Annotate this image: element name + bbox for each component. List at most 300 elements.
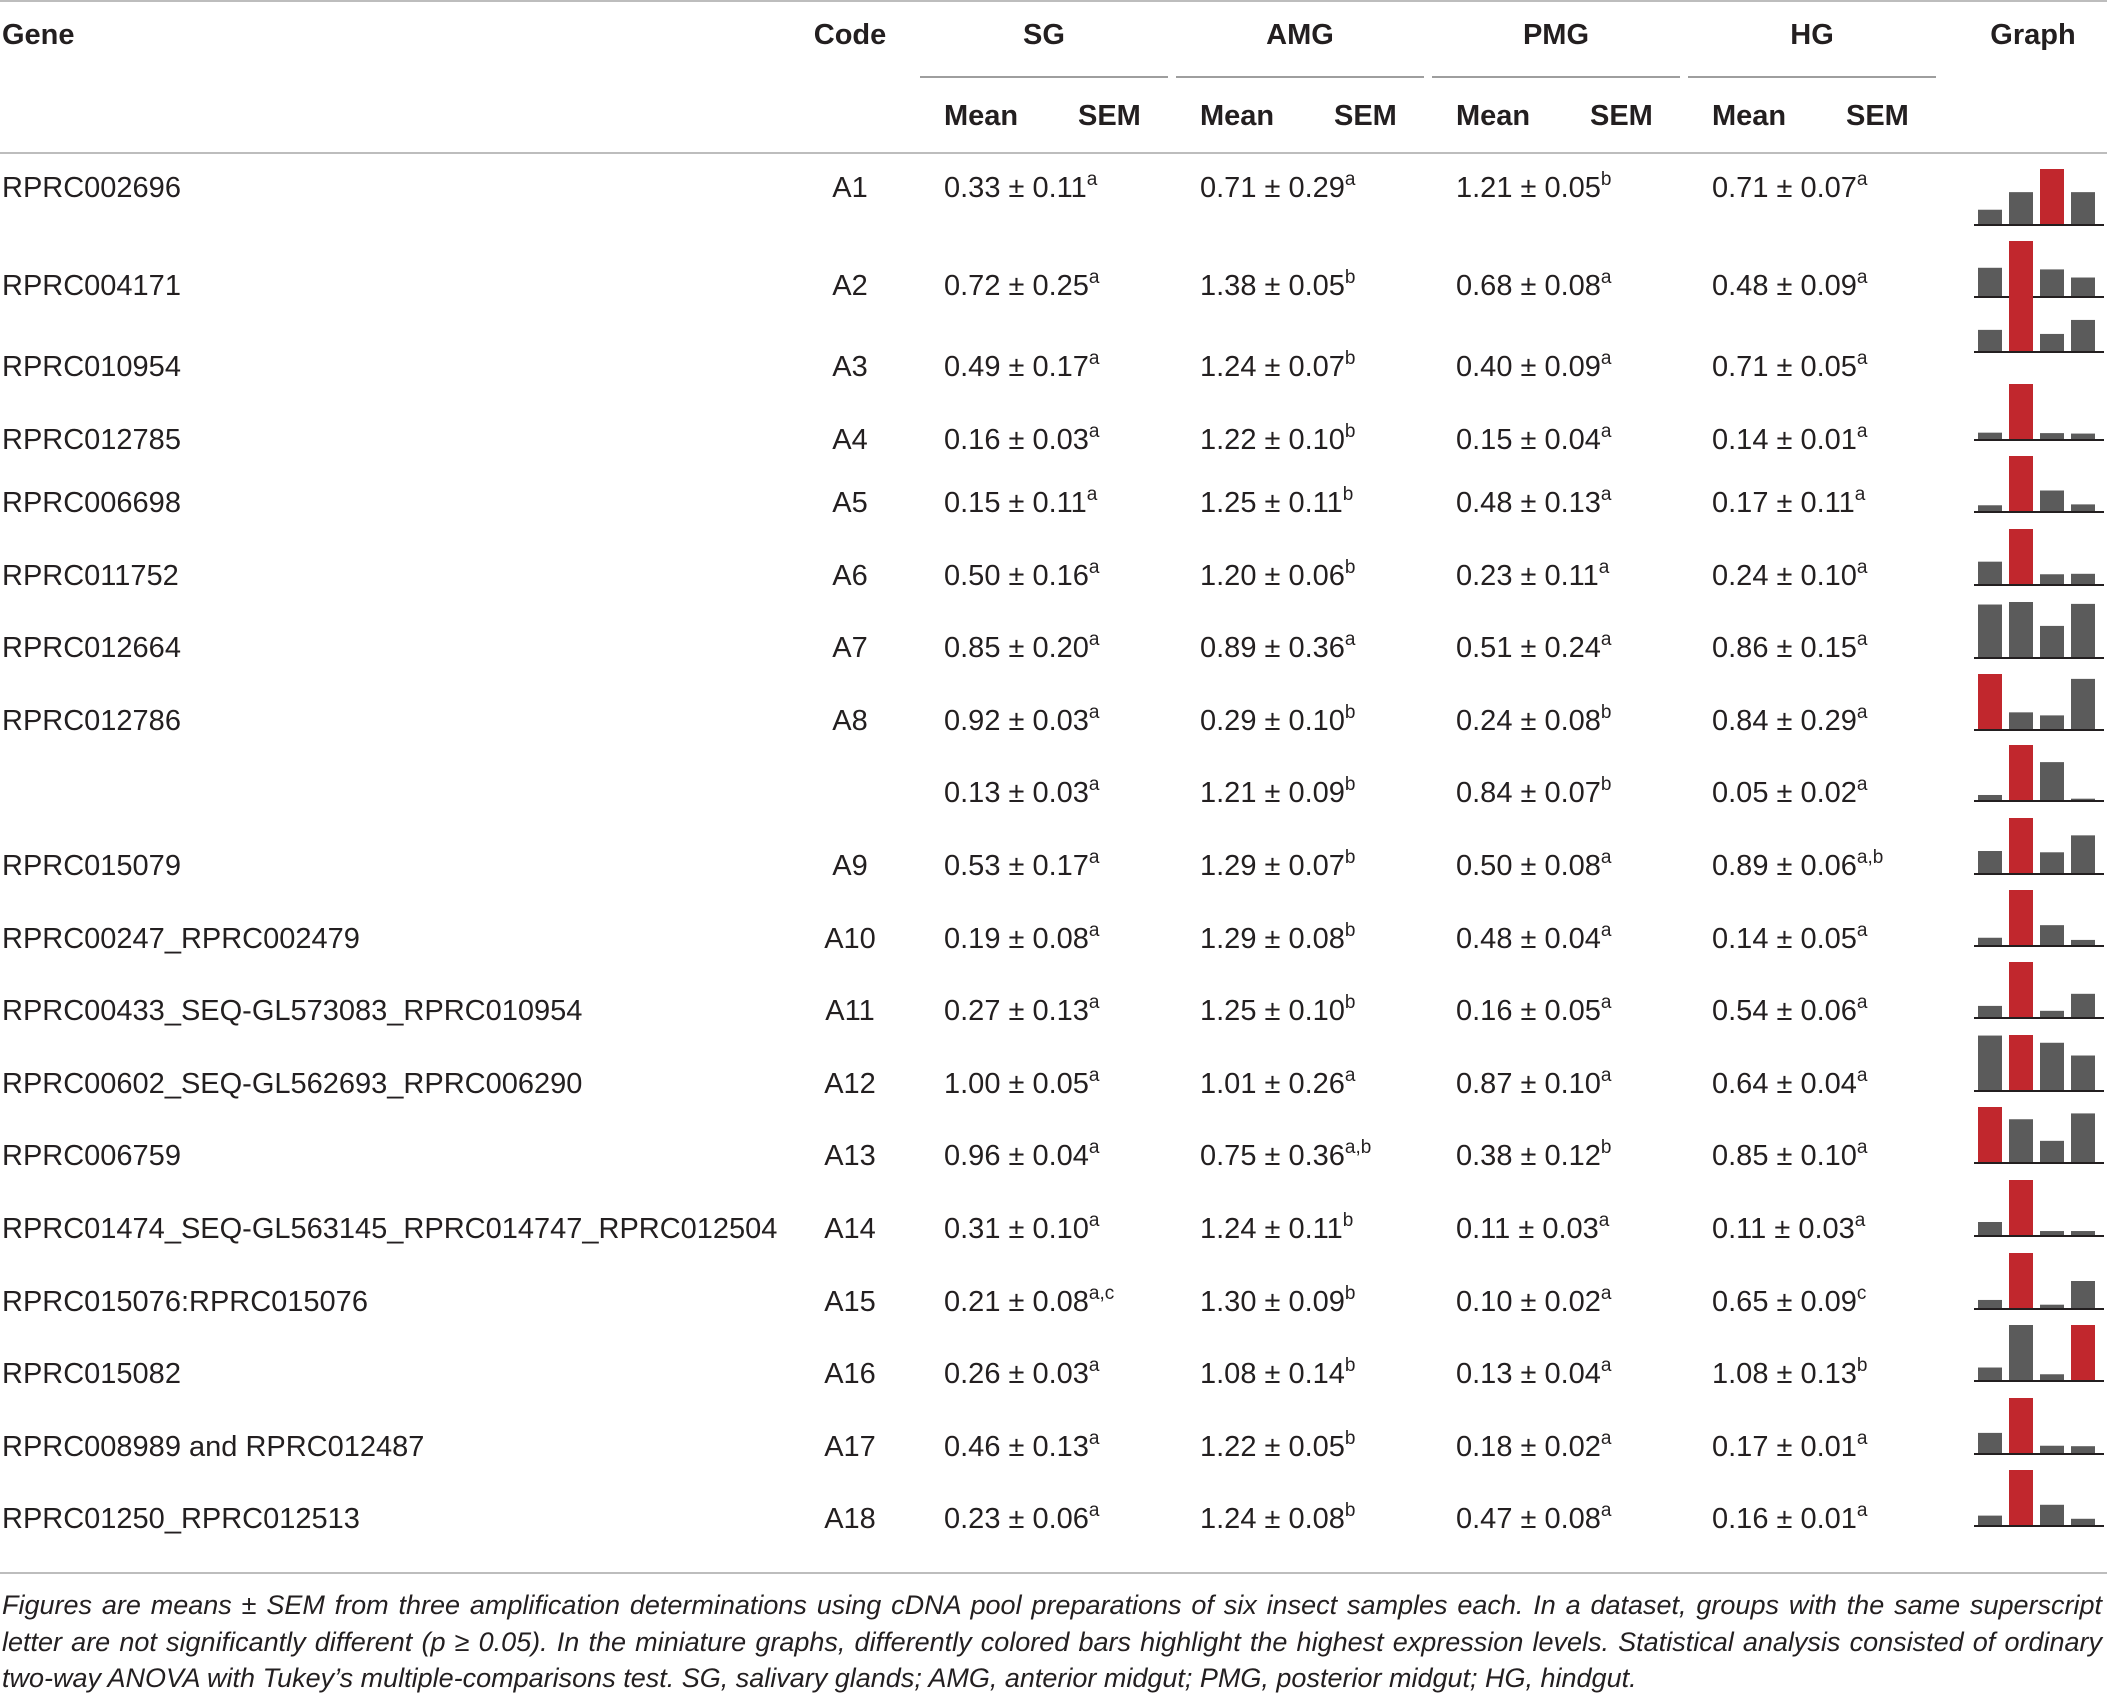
significance-letter: b — [1344, 557, 1356, 578]
significance-letter: b — [1600, 774, 1612, 795]
sg-value-cell — [944, 1427, 1100, 1467]
graph-bar-sg — [1978, 210, 2002, 225]
amg-value-cell — [1200, 919, 1356, 959]
table-row — [0, 168, 2107, 208]
mean-sem-value: 1.30 ± 0.09 — [1200, 1286, 1345, 1318]
hg-value-cell — [1712, 919, 1868, 959]
mini-bar-graph-svg — [1974, 523, 2104, 587]
header-graph: Graph — [1990, 19, 2076, 51]
table-row — [0, 266, 2107, 306]
significance-letter: b — [1344, 1355, 1356, 1376]
graph-bar-amg — [2009, 818, 2033, 874]
graph-bar-amg — [2009, 1180, 2033, 1236]
significance-letter: a — [1088, 348, 1100, 369]
graph-bar-amg — [2009, 1398, 2033, 1454]
significance-letter: b — [1344, 847, 1356, 868]
pmg-value-cell — [1456, 483, 1612, 523]
mean-sem-value: 0.48 ± 0.04 — [1456, 923, 1601, 955]
graph-bar-sg — [1978, 1036, 2002, 1091]
gene-cell: RPRC015076:RPRC015076 — [2, 1286, 368, 1318]
significance-letter: a — [1600, 847, 1612, 868]
sg-value-cell — [944, 556, 1100, 596]
mean-sem-value: 0.85 ± 0.10 — [1712, 1140, 1857, 1172]
graph-bar-pmg — [2040, 574, 2064, 585]
graph-bar-pmg — [2040, 490, 2064, 512]
amg-value-cell — [1200, 556, 1356, 596]
hg-value-cell — [1712, 1354, 1868, 1394]
table-row — [0, 1209, 2107, 1249]
mean-sem-value: 1.22 ± 0.10 — [1200, 424, 1345, 456]
mini-bar-graph-svg — [1974, 1101, 2104, 1165]
graph-bar-pmg — [2040, 1446, 2064, 1454]
pmg-value-cell — [1456, 556, 1609, 596]
graph-bar-amg — [2009, 745, 2033, 801]
significance-letter: a — [1856, 774, 1868, 795]
significance-letter: a — [1856, 1428, 1868, 1449]
significance-letter: a — [1600, 421, 1612, 442]
graph-bar-hg — [2071, 994, 2095, 1018]
pmg-value-cell — [1456, 1354, 1612, 1394]
table-row — [0, 1354, 2107, 1394]
mini-bar-graph — [1974, 378, 2104, 442]
pmg-value-cell — [1456, 420, 1612, 460]
graph-bar-amg — [2009, 1035, 2033, 1091]
gene-cell: RPRC015079 — [2, 850, 181, 882]
mean-sem-value: 0.16 ± 0.01 — [1712, 1503, 1857, 1535]
significance-letter: a — [1088, 847, 1100, 868]
mini-bar-graph-svg — [1974, 290, 2104, 354]
graph-bar-pmg — [2040, 1141, 2064, 1163]
sg-value-cell — [944, 1354, 1100, 1394]
hg-value-cell — [1712, 1064, 1868, 1104]
header-sg-mean: Mean — [944, 100, 1019, 132]
graph-bar-pmg — [2040, 925, 2064, 946]
mean-sem-value: 0.19 ± 0.08 — [944, 923, 1089, 955]
mean-sem-value: 0.18 ± 0.02 — [1456, 1431, 1601, 1463]
mini-bar-graph-svg — [1974, 163, 2104, 227]
graph-bar-pmg — [2040, 626, 2064, 658]
table-row — [0, 1064, 2107, 1104]
significance-letter: a — [1600, 920, 1612, 941]
header-pmg-mean: Mean — [1456, 100, 1531, 132]
graph-bar-sg — [1978, 562, 2002, 585]
mean-sem-value: 1.25 ± 0.10 — [1200, 995, 1345, 1027]
mean-sem-value: 1.08 ± 0.13 — [1712, 1358, 1857, 1390]
mean-sem-value: 0.15 ± 0.04 — [1456, 424, 1601, 456]
header-group-pmg: PMG — [1522, 19, 1590, 51]
pmg-value-cell — [1456, 773, 1612, 813]
significance-letter: a — [1856, 1137, 1868, 1158]
graph-bar-sg — [1978, 330, 2002, 352]
significance-letter: a — [1088, 920, 1100, 941]
amg-value-cell — [1200, 1499, 1356, 1539]
code-cell: A4 — [832, 424, 868, 456]
graph-bar-sg — [1978, 1516, 2002, 1526]
mini-bar-graph-svg — [1974, 1319, 2104, 1383]
significance-letter: b — [1600, 702, 1612, 723]
mean-sem-value: 0.11 ± 0.03 — [1456, 1213, 1599, 1245]
significance-letter: a — [1856, 992, 1868, 1013]
mini-bar-graph-svg — [1974, 378, 2104, 442]
significance-letter: b — [1342, 484, 1354, 505]
mean-sem-value: 0.47 ± 0.08 — [1456, 1503, 1601, 1535]
significance-letter: a — [1088, 774, 1100, 795]
graph-bar-pmg — [2040, 852, 2064, 874]
mini-bar-graph — [1974, 956, 2104, 1020]
gene-cell: RPRC00247_RPRC002479 — [2, 923, 360, 955]
significance-letter: a — [1598, 557, 1610, 578]
amg-value-cell — [1200, 701, 1356, 741]
hg-value-cell — [1712, 1209, 1865, 1249]
mean-sem-value: 0.46 ± 0.13 — [944, 1431, 1089, 1463]
sg-value-cell — [944, 483, 1097, 523]
graph-bar-amg — [2009, 296, 2033, 352]
graph-bar-amg — [2009, 241, 2033, 297]
mean-sem-value: 0.48 ± 0.09 — [1712, 270, 1857, 302]
mean-sem-value: 1.22 ± 0.05 — [1200, 1431, 1345, 1463]
pmg-value-cell — [1456, 1136, 1612, 1176]
mini-bar-graph-svg — [1974, 1029, 2104, 1093]
hg-value-cell — [1712, 266, 1868, 306]
mean-sem-value: 1.20 ± 0.06 — [1200, 560, 1345, 592]
mean-sem-value: 0.17 ± 0.01 — [1712, 1431, 1857, 1463]
significance-letter: a — [1856, 348, 1868, 369]
significance-letter: a — [1600, 1428, 1612, 1449]
code-cell: A18 — [824, 1503, 876, 1535]
header-bottom-rule — [0, 152, 2107, 154]
mean-sem-value: 0.64 ± 0.04 — [1712, 1068, 1857, 1100]
pmg-value-cell — [1456, 1209, 1609, 1249]
graph-bar-hg — [2071, 679, 2095, 730]
header-gene: Gene — [2, 19, 75, 51]
code-cell: A5 — [832, 487, 868, 519]
table-footnote: Figures are means ± SEM from three amplification determinations using cDNA pool preparations of six insect samples each. In a dataset, groups with the same superscript letter are not significantly different (p ≥ 0.05). In the miniature graphs, differently colored bars highlight the highest expression levels. Statistical analysis consisted of ordinary two-way ANOVA with Tukey’s multiple-comparisons test. SG, salivary glands; AMG, anterior midgut; PMG, posterior midgut; HG, hindgut. — [2, 1590, 2102, 1693]
mini-bar-graph — [1974, 1101, 2104, 1165]
mini-bar-graph-svg — [1974, 1464, 2104, 1528]
graph-bar-sg — [1978, 605, 2002, 658]
code-cell: A17 — [824, 1431, 876, 1463]
table-top-rule — [0, 0, 2107, 2]
mean-sem-value: 0.84 ± 0.29 — [1712, 705, 1857, 737]
graph-bar-pmg — [2040, 762, 2064, 801]
graph-bar-hg — [2071, 504, 2095, 512]
gene-cell: RPRC010954 — [2, 351, 181, 383]
group-rule-pmg — [1432, 76, 1680, 78]
table-bottom-rule — [0, 1572, 2107, 1574]
sg-value-cell — [944, 919, 1100, 959]
table-row — [0, 1282, 2107, 1322]
gene-cell: RPRC011752 — [2, 560, 179, 592]
graph-bar-sg — [1978, 1222, 2002, 1236]
mean-sem-value: 1.21 ± 0.09 — [1200, 777, 1345, 809]
mean-sem-value: 0.13 ± 0.03 — [944, 777, 1089, 809]
header-group-amg: AMG — [1266, 19, 1334, 51]
significance-letter: a — [1854, 484, 1866, 505]
significance-letter: a — [1344, 169, 1356, 190]
mini-bar-graph-svg — [1974, 1392, 2104, 1456]
significance-letter: c — [1856, 1283, 1867, 1304]
code-cell: A12 — [824, 1068, 876, 1100]
gene-cell: RPRC00602_SEQ-GL562693_RPRC006290 — [2, 1068, 583, 1100]
table-row — [0, 919, 2107, 959]
significance-letter: a — [1088, 1428, 1100, 1449]
graph-bar-sg — [1978, 1433, 2002, 1454]
mean-sem-value: 0.54 ± 0.06 — [1712, 995, 1857, 1027]
mini-bar-graph — [1974, 450, 2104, 514]
mini-bar-graph — [1974, 884, 2104, 948]
mean-sem-value: 0.51 ± 0.24 — [1456, 632, 1601, 664]
amg-value-cell — [1200, 347, 1356, 387]
amg-value-cell — [1200, 1427, 1356, 1467]
mean-sem-value: 0.48 ± 0.13 — [1456, 487, 1601, 519]
mean-sem-value: 0.71 ± 0.07 — [1712, 172, 1857, 204]
significance-letter: a — [1086, 169, 1098, 190]
mini-bar-graph-svg — [1974, 450, 2104, 514]
mini-bar-graph — [1974, 812, 2104, 876]
graph-bar-sg — [1978, 938, 2002, 946]
sg-value-cell — [944, 991, 1100, 1031]
table-row — [0, 701, 2107, 741]
code-cell: A9 — [832, 850, 868, 882]
mean-sem-value: 0.50 ± 0.16 — [944, 560, 1089, 592]
significance-letter: a — [1600, 1355, 1612, 1376]
hg-value-cell — [1712, 556, 1868, 596]
graph-bar-pmg — [2040, 1043, 2064, 1091]
mini-bar-graph — [1974, 739, 2104, 803]
significance-letter: a,c — [1088, 1283, 1115, 1304]
graph-bar-amg — [2009, 384, 2033, 440]
gene-cell: RPRC00433_SEQ-GL573083_RPRC010954 — [2, 995, 583, 1027]
table-row — [0, 1136, 2107, 1176]
graph-bar-hg — [2071, 604, 2095, 658]
significance-letter: b — [1856, 1355, 1868, 1376]
significance-letter: a — [1598, 1210, 1610, 1231]
significance-letter: b — [1344, 992, 1356, 1013]
hg-value-cell — [1712, 1136, 1868, 1176]
hg-value-cell — [1712, 483, 1865, 523]
header-group-sg: SG — [1023, 19, 1065, 51]
graph-bar-amg — [2009, 712, 2033, 730]
gene-cell: RPRC012786 — [2, 705, 181, 737]
significance-letter: a — [1854, 1210, 1866, 1231]
mean-sem-value: 0.27 ± 0.13 — [944, 995, 1089, 1027]
gene-cell: RPRC01474_SEQ-GL563145_RPRC014747_RPRC012504 — [2, 1213, 778, 1245]
mean-sem-value: 0.65 ± 0.09 — [1712, 1286, 1857, 1318]
table-row — [0, 773, 2107, 813]
table-row — [0, 1427, 2107, 1467]
code-cell: A15 — [824, 1286, 876, 1318]
code-cell: A11 — [825, 995, 875, 1027]
hg-value-cell — [1712, 628, 1868, 668]
group-rule-hg — [1688, 76, 1936, 78]
mean-sem-value: 1.25 ± 0.11 — [1200, 487, 1343, 519]
significance-letter: a — [1856, 557, 1868, 578]
code-cell: A10 — [824, 923, 876, 955]
significance-letter: b — [1342, 1210, 1354, 1231]
graph-bar-hg — [2071, 192, 2095, 225]
significance-letter: b — [1344, 1283, 1356, 1304]
significance-letter: a — [1088, 1065, 1100, 1086]
mean-sem-value: 0.13 ± 0.04 — [1456, 1358, 1601, 1390]
pmg-value-cell — [1456, 1499, 1612, 1539]
graph-bar-amg — [2009, 456, 2033, 512]
mean-sem-value: 1.01 ± 0.26 — [1200, 1068, 1345, 1100]
amg-value-cell — [1200, 266, 1356, 306]
pmg-value-cell — [1456, 919, 1612, 959]
graph-bar-amg — [2009, 890, 2033, 946]
code-cell: A7 — [832, 632, 868, 664]
mean-sem-value: 0.23 ± 0.11 — [1456, 560, 1599, 592]
mean-sem-value: 0.05 ± 0.02 — [1712, 777, 1857, 809]
sg-value-cell — [944, 1064, 1100, 1104]
significance-letter: a — [1856, 629, 1868, 650]
code-cell: A1 — [832, 172, 868, 204]
mean-sem-value: 1.00 ± 0.05 — [944, 1068, 1089, 1100]
mean-sem-value: 0.50 ± 0.08 — [1456, 850, 1601, 882]
mean-sem-value: 0.31 ± 0.10 — [944, 1213, 1089, 1245]
amg-value-cell — [1200, 1136, 1371, 1176]
mean-sem-value: 0.96 ± 0.04 — [944, 1140, 1089, 1172]
sg-value-cell — [944, 420, 1100, 460]
significance-letter: a — [1600, 348, 1612, 369]
sg-value-cell — [944, 168, 1097, 208]
significance-letter: a — [1344, 629, 1356, 650]
mean-sem-value: 0.21 ± 0.08 — [944, 1286, 1089, 1318]
significance-letter: b — [1344, 421, 1356, 442]
table-row — [0, 556, 2107, 596]
graph-bar-pmg — [2040, 1374, 2064, 1381]
mean-sem-value: 0.40 ± 0.09 — [1456, 351, 1601, 383]
mini-bar-graph-svg — [1974, 884, 2104, 948]
significance-letter: b — [1344, 267, 1356, 288]
mini-bar-graph — [1974, 290, 2104, 354]
mean-sem-value: 0.86 ± 0.15 — [1712, 632, 1857, 664]
graph-bar-hg — [2071, 1325, 2095, 1381]
header-amg-mean: Mean — [1200, 100, 1275, 132]
mean-sem-value: 0.11 ± 0.03 — [1712, 1213, 1855, 1245]
mean-sem-value: 0.17 ± 0.11 — [1712, 487, 1855, 519]
mini-bar-graph — [1974, 1319, 2104, 1383]
sg-value-cell — [944, 701, 1100, 741]
hg-value-cell — [1712, 420, 1868, 460]
graph-bar-amg — [2009, 1119, 2033, 1163]
hg-value-cell — [1712, 168, 1868, 208]
sg-value-cell — [944, 1209, 1100, 1249]
significance-letter: a — [1088, 702, 1100, 723]
significance-letter: b — [1344, 1500, 1356, 1521]
graph-bar-amg — [2009, 1253, 2033, 1309]
header-pmg-sem: SEM — [1590, 100, 1653, 132]
amg-value-cell — [1200, 846, 1356, 886]
mini-bar-graph-svg — [1974, 956, 2104, 1020]
mean-sem-value: 0.87 ± 0.10 — [1456, 1068, 1601, 1100]
mean-sem-value: 0.14 ± 0.01 — [1712, 424, 1857, 456]
pmg-value-cell — [1456, 168, 1612, 208]
mean-sem-value: 0.23 ± 0.06 — [944, 1503, 1089, 1535]
hg-value-cell — [1712, 846, 1883, 886]
gene-cell: RPRC004171 — [2, 270, 181, 302]
table-row — [0, 420, 2107, 460]
mean-sem-value: 1.21 ± 0.05 — [1456, 172, 1601, 204]
mini-bar-graph — [1974, 1464, 2104, 1528]
code-cell: A16 — [824, 1358, 876, 1390]
significance-letter: a — [1600, 267, 1612, 288]
graph-bar-pmg — [2040, 1505, 2064, 1526]
mean-sem-value: 1.38 ± 0.05 — [1200, 270, 1345, 302]
graph-bar-sg — [1978, 1107, 2002, 1163]
code-cell: A8 — [832, 705, 868, 737]
mini-bar-graph-svg — [1974, 668, 2104, 732]
hg-value-cell — [1712, 1427, 1868, 1467]
mean-sem-value: 0.29 ± 0.10 — [1200, 705, 1345, 737]
amg-value-cell — [1200, 628, 1356, 668]
mean-sem-value: 0.68 ± 0.08 — [1456, 270, 1601, 302]
significance-letter: b — [1344, 920, 1356, 941]
table-row — [0, 991, 2107, 1031]
graph-bar-sg — [1978, 1368, 2002, 1381]
graph-bar-hg — [2071, 1446, 2095, 1454]
mean-sem-value: 0.75 ± 0.36 — [1200, 1140, 1345, 1172]
significance-letter: a — [1088, 629, 1100, 650]
mini-bar-graph-svg — [1974, 739, 2104, 803]
significance-letter: a,b — [1856, 847, 1884, 868]
pmg-value-cell — [1456, 701, 1612, 741]
graph-bar-pmg — [2040, 169, 2064, 225]
graph-bar-amg — [2009, 1470, 2033, 1526]
hg-value-cell — [1712, 347, 1868, 387]
gene-cell: RPRC015082 — [2, 1358, 181, 1390]
mini-bar-graph — [1974, 1029, 2104, 1093]
mean-sem-value: 0.16 ± 0.05 — [1456, 995, 1601, 1027]
significance-letter: b — [1344, 702, 1356, 723]
code-cell: A6 — [832, 560, 868, 592]
graph-bar-pmg — [2040, 715, 2064, 730]
graph-bar-hg — [2071, 1113, 2095, 1163]
gene-cell: RPRC012664 — [2, 632, 181, 664]
mini-bar-graph — [1974, 163, 2104, 227]
mini-bar-graph — [1974, 596, 2104, 660]
significance-letter: a — [1600, 992, 1612, 1013]
hg-value-cell — [1712, 1282, 1866, 1322]
significance-letter: a — [1088, 1210, 1100, 1231]
graph-bar-pmg — [2040, 433, 2064, 440]
significance-letter: b — [1344, 774, 1356, 795]
mini-bar-graph — [1974, 523, 2104, 587]
mean-sem-value: 0.71 ± 0.05 — [1712, 351, 1857, 383]
significance-letter: a — [1600, 1283, 1612, 1304]
mean-sem-value: 0.16 ± 0.03 — [944, 424, 1089, 456]
significance-letter: a — [1088, 1137, 1100, 1158]
mean-sem-value: 0.14 ± 0.05 — [1712, 923, 1857, 955]
graph-bar-amg — [2009, 602, 2033, 658]
code-cell: A14 — [824, 1213, 876, 1245]
significance-letter: b — [1600, 169, 1612, 190]
mini-bar-graph-svg — [1974, 1247, 2104, 1311]
graph-bar-pmg — [2040, 1011, 2064, 1018]
hg-value-cell — [1712, 773, 1868, 813]
mean-sem-value: 1.08 ± 0.14 — [1200, 1358, 1345, 1390]
pmg-value-cell — [1456, 1282, 1612, 1322]
amg-value-cell — [1200, 1209, 1353, 1249]
mean-sem-value: 1.24 ± 0.07 — [1200, 351, 1345, 383]
mean-sem-value: 0.26 ± 0.03 — [944, 1358, 1089, 1390]
graph-bar-amg — [2009, 1325, 2033, 1381]
significance-letter: a — [1088, 267, 1100, 288]
mini-bar-graph-svg — [1974, 812, 2104, 876]
significance-letter: a,b — [1344, 1137, 1372, 1158]
gene-cell: RPRC008989 and RPRC012487 — [2, 1431, 425, 1463]
significance-letter: a — [1600, 484, 1612, 505]
